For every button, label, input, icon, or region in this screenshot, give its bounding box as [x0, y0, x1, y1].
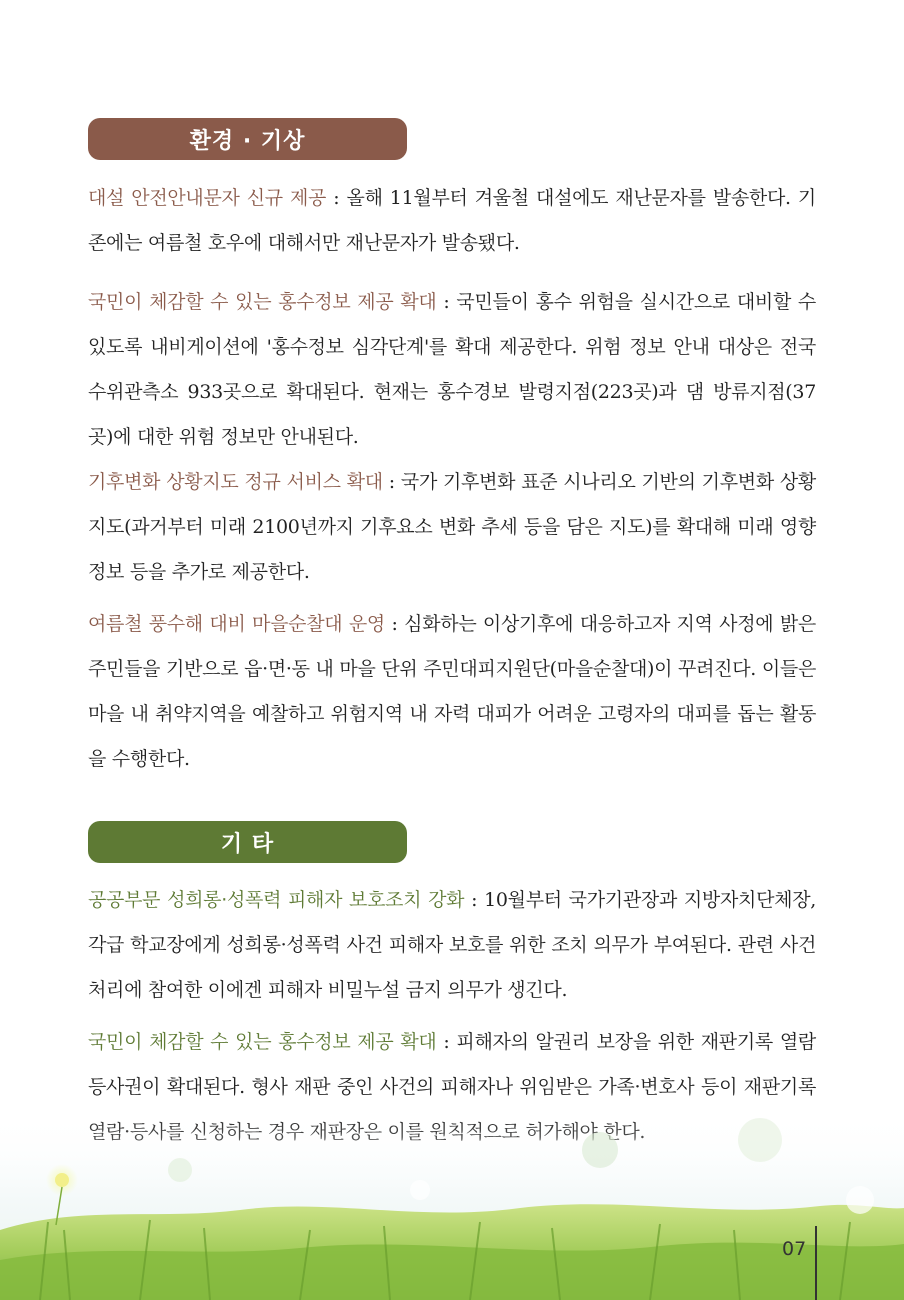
separator: : [443, 291, 450, 313]
policy-item-title: 국민이 체감할 수 있는 홍수정보 제공 확대 [88, 1031, 437, 1053]
page-number-rule [815, 1226, 817, 1300]
policy-item [88, 280, 816, 460]
section-header-etc [88, 821, 407, 863]
policy-item [88, 602, 816, 782]
policy-item-body: 올해 11월부터 겨울철 대설에도 재난문자를 발송한다. 기존에는 여름철 호우에 대해서만 재난문자가 발송됐다. [88, 187, 816, 254]
policy-item [88, 176, 816, 266]
separator: : [391, 613, 398, 635]
policy-item-title: 여름철 풍수해 대비 마을순찰대 운영 [88, 613, 385, 635]
policy-item-title: 대설 안전안내문자 신규 제공 [88, 187, 327, 209]
separator: : [443, 1031, 450, 1053]
policy-item-body: 심화하는 이상기후에 대응하고자 지역 사정에 밝은 주민들을 기반으로 읍·면·동 내 마을 단위 주민대피지원단(마을순찰대)이 꾸려진다. 이들은 마을 내 취약지역을 예찰하고 위험지역 내 자력 대피가 어려운 고령자의 대피를 돕는 활동을 수행한다. [88, 613, 816, 770]
policy-item [88, 878, 816, 1013]
policy-item-body: 피해자의 알권리 보장을 위한 재판기록 열람등사권이 확대된다. 형사 재판 중인 사건의 피해자나 위임받은 가족·변호사 등이 재판기록 [88, 1031, 816, 1098]
separator: : [388, 471, 395, 493]
separator: : [333, 187, 340, 209]
policy-item-title: 공공부문 성희롱·성폭력 피해자 보호조치 강화 [88, 889, 465, 911]
separator: : [471, 889, 478, 911]
page-number: 07 [782, 1238, 807, 1260]
policy-item [88, 460, 816, 595]
policy-item-body: 10월부터 국가기관장과 지방자치단체장, 각급 학교장에게 성희롱·성폭력 사건 피해자 보호를 위한 조치 의무가 부여된다. 관련 사건 처리에 참여한 이에겐 피해자 비밀누설 금지 의무가 생긴다. [88, 889, 816, 1001]
section-header-environment-weather [88, 118, 407, 160]
section-title: 기 타 [220, 831, 275, 857]
policy-item-title: 기후변화 상황지도 정규 서비스 확대 [88, 471, 383, 493]
section-title: 환경 · 기상 [189, 128, 306, 154]
policy-item-body: 국민들이 홍수 위험을 실시간으로 대비할 수 있도록 내비게이션에 '홍수정보 심각단계'를 확대 제공한다. 위험 정보 안내 대상은 전국 수위관측소 933곳으로 확대된다. 현재는 홍수경보 발령지점(223곳)과 댐 방류지점(37곳)에 대한 위험 정보만 안내된다. [88, 291, 816, 448]
policy-item-title: 국민이 체감할 수 있는 홍수정보 제공 확대 [88, 291, 437, 313]
policy-item-body: 국가 기후변화 표준 시나리오 기반의 기후변화 상황지도(과거부터 미래 2100년까지 기후요소 변화 추세 등을 담은 지도)를 확대해 미래 영향정보 등을 추가로 제공한다. [88, 471, 816, 583]
grass-meadow-illustration [0, 1110, 904, 1300]
